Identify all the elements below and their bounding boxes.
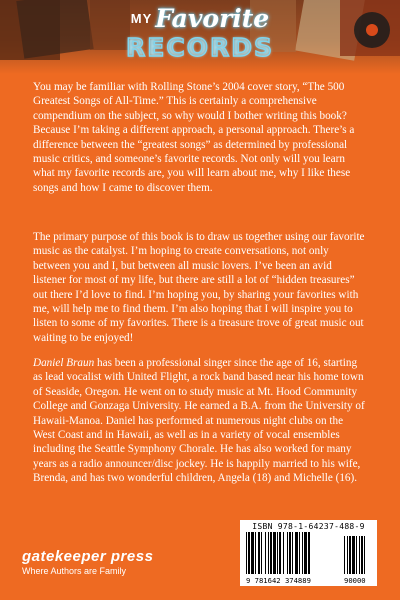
barcode-bar: [268, 532, 269, 574]
isbn-barcode: [240, 520, 377, 586]
barcode-bar: [277, 532, 278, 574]
blurb-paragraph-1: You may be familiar with Rolling Stone’s 2004 cover story, “The 500 Greatest Songs of All-Time.” This is certainly a comprehensive compendium on the subject, so why would I bother writing this book? Because I’m taking a different approach, a personal approach. There’s a difference between the “greatest songs” as determined by professional music critics, and someone’s favorite records. Not only will you learn what my favorite records are, you will learn about me, why I like these songs and how I came to discover them.: [33, 81, 355, 194]
barcode-graphic: [240, 520, 377, 586]
blurb-paragraph-2: The primary purpose of this book is to draw us together using our favorite music as the catalyst. I’m hoping to create conversations, not only between you and I, but between all music lovers. I’ve been an avid listener for most of my life, but there are still a lot of “hidden treasures” out there I’d love to find. I’m hoping you, by sharing your favorites with me, will help me to find them. I’m also hoping that I will inspire you to listen to some of my favorites. There is a treasure trove of great music out waiting to be enjoyed!: [33, 231, 365, 344]
author-bio: [33, 356, 367, 486]
barcode-addon-bar: [349, 536, 351, 574]
barcode-bar: [289, 532, 291, 574]
barcode-bar: [299, 532, 300, 574]
barcode-addon-bar: [361, 536, 363, 574]
barcode-digits-right: 90000: [344, 576, 366, 585]
barcode-bar: [255, 532, 256, 574]
barcode-bar: [258, 532, 260, 574]
barcode-addon-bar: [359, 536, 360, 574]
barcode-addon-bar: [364, 536, 365, 574]
publisher-name: gatekeeper press: [22, 548, 154, 565]
barcode-bar: [270, 532, 272, 574]
logo-bottom-line: [0, 33, 400, 63]
publisher-tagline: Where Authors are Family: [22, 566, 127, 576]
barcode-bar: [246, 532, 247, 574]
author-name: Daniel Braun: [33, 357, 95, 369]
barcode-bar: [302, 532, 303, 574]
record-crate-photo: [0, 0, 400, 74]
barcode-bar: [287, 532, 288, 574]
barcode-bar: [261, 532, 262, 574]
barcode-bar: [279, 532, 281, 574]
barcode-bar: [265, 532, 266, 574]
barcode-bar: [308, 532, 310, 574]
publisher-logo: [22, 548, 153, 576]
logo-top-line: [0, 4, 400, 34]
barcode-bar: [283, 532, 284, 574]
barcode-bar: [251, 532, 254, 574]
logo-my: MY: [130, 11, 153, 26]
barcode-bar: [273, 532, 276, 574]
barcode-bar: [292, 532, 293, 574]
barcode-bar: [248, 532, 250, 574]
logo-records: RECORDS: [126, 33, 274, 62]
barcode-addon-bar: [356, 536, 357, 574]
barcode-bar: [295, 532, 298, 574]
barcode-addon-bar: [344, 536, 345, 574]
barcode-addon-bar: [352, 536, 355, 574]
author-bio-text: has been a professional singer since the age of 16, starting as lead vocalist with United Flight, a rock band based near his home town of Seaside, Oregon. He went on to study music at Mt. Hood Community College and Gonzaga University. He earned a B.A. from the University of Hawaii-Manoa. Daniel has performed at numerous night clubs on the West Coast and in Hawaii, as well as in a variety of vocal ensembles including the Seattle Symphony Chorale. He has also worked for many years as a radio announcer/disc jockey. He is happily married to his wife, Brenda, and has two wonderful children, Angela (18) and Michelle (16).: [33, 357, 365, 485]
logo-favorite: Favorite: [155, 4, 270, 33]
barcode-bar: [304, 532, 307, 574]
barcode-digits-left: 9 781642 374889: [246, 576, 311, 585]
isbn-number: ISBN 978-1-64237-488-9: [252, 522, 365, 531]
barcode-addon-bar: [347, 536, 348, 574]
